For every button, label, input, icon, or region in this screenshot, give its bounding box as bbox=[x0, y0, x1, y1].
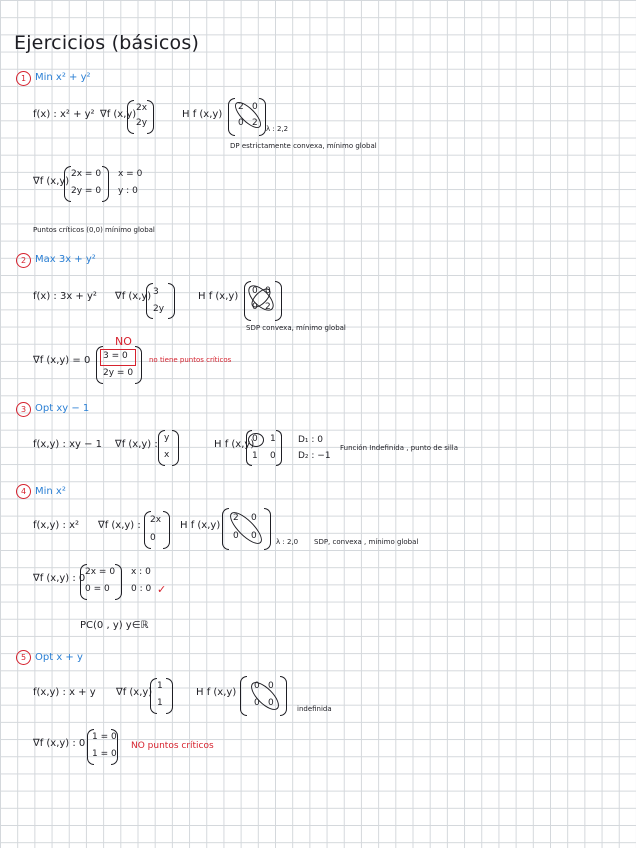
hessian-entry: 2 bbox=[233, 513, 239, 523]
exercise-number: 5 bbox=[16, 650, 31, 665]
hessian-label: H f (x,y) bbox=[196, 687, 237, 698]
gradient-entry: x bbox=[164, 450, 170, 460]
function-def: f(x,y) : x² bbox=[33, 520, 79, 531]
classification: SDP, convexa , mínimo global bbox=[314, 538, 419, 546]
hessian-entry: 0 bbox=[251, 513, 257, 523]
hessian-entry: 0 bbox=[252, 102, 258, 112]
matrix-paren-left bbox=[222, 508, 229, 550]
gradient-label: ∇f (x,y) : bbox=[98, 520, 141, 531]
hessian-label: H f (x,y) bbox=[180, 520, 221, 531]
matrix-paren-right bbox=[163, 511, 170, 549]
solution: 0 : 0 bbox=[131, 584, 152, 594]
diagonal-circle bbox=[225, 507, 266, 548]
conclusion: no tiene puntos críticos bbox=[149, 356, 232, 364]
diagonal-circle bbox=[247, 678, 284, 715]
eigenvalues: λ : 2,2 bbox=[266, 125, 289, 133]
matrix-paren-left bbox=[240, 676, 247, 716]
conclusion: Puntos críticos (0,0) mínimo global bbox=[33, 226, 155, 234]
exercise-heading: Opt xy − 1 bbox=[35, 403, 90, 414]
function-def: f(x) : 3x + y² bbox=[33, 291, 97, 302]
matrix-paren-right bbox=[166, 678, 173, 714]
hessian-label: H f (x,y) bbox=[198, 291, 239, 302]
matrix-paren-left bbox=[146, 283, 153, 319]
gradient-entry: 2x bbox=[150, 515, 162, 525]
critical-points: PC(0 , y) y∈ℝ bbox=[80, 620, 149, 631]
matrix-paren-right bbox=[102, 166, 109, 202]
hessian-entry: 2 bbox=[238, 102, 244, 112]
equation: 1 = 0 bbox=[92, 749, 117, 759]
matrix-paren-right bbox=[275, 281, 282, 321]
gradient-label: ∇f (x,y) bbox=[100, 109, 137, 120]
classification: indefinida bbox=[297, 705, 332, 713]
no-mark: NO bbox=[115, 335, 132, 348]
hessian-entry: 0 bbox=[252, 302, 258, 312]
matrix-paren-right bbox=[111, 729, 118, 765]
hessian-entry: 0 bbox=[254, 698, 260, 708]
gradient-entry: 1 bbox=[157, 681, 163, 691]
gradient-entry: 2x bbox=[136, 103, 148, 113]
equation: 3 = 0 bbox=[103, 351, 128, 361]
gradient-label: ∇f (x,y) : bbox=[115, 439, 158, 450]
hessian-entry: 0 bbox=[252, 434, 258, 444]
check-icon: ✓ bbox=[157, 583, 167, 596]
classification: DP estrictamente convexa, mínimo global bbox=[230, 142, 377, 150]
matrix-paren-right bbox=[280, 676, 287, 716]
exercise-number: 3 bbox=[16, 402, 31, 417]
equation: 2x = 0 bbox=[71, 169, 102, 179]
gradient-entry: 2y bbox=[136, 118, 148, 128]
function-def: f(x,y) : x + y bbox=[33, 687, 96, 698]
exercise-number: 1 bbox=[16, 71, 31, 86]
function-def: f(x,y) : xy − 1 bbox=[33, 439, 102, 450]
solution: y : 0 bbox=[118, 186, 138, 196]
minor: D₁ : 0 bbox=[298, 435, 324, 445]
hessian-entry: 2 bbox=[265, 302, 271, 312]
matrix-paren-left bbox=[127, 100, 134, 134]
exercise-number: 4 bbox=[16, 484, 31, 499]
classification: Función Indefinida , punto de silla bbox=[340, 444, 459, 452]
hessian-entry: 0 bbox=[252, 286, 258, 296]
exercise-heading: Min x² + y² bbox=[35, 72, 91, 83]
hessian-entry: 0 bbox=[251, 531, 257, 541]
matrix-paren-right bbox=[172, 430, 179, 466]
system-label: ∇f (x,y) bbox=[33, 176, 70, 187]
exercise-number: 2 bbox=[16, 253, 31, 268]
system-label: ∇f (x,y) : 0 bbox=[33, 573, 86, 584]
hessian-entry: 0 bbox=[270, 451, 276, 461]
eigenvalues: λ : 2,0 bbox=[276, 538, 299, 546]
solution: x : 0 bbox=[131, 567, 151, 577]
matrix-paren-right bbox=[276, 430, 282, 466]
hessian-entry: 0 bbox=[268, 698, 274, 708]
equation: 1 = 0 bbox=[92, 732, 117, 742]
equation: 0 = 0 bbox=[85, 584, 110, 594]
hessian-entry: 0 bbox=[265, 286, 271, 296]
hessian-label: H f (x,y) bbox=[182, 109, 223, 120]
matrix-paren-right bbox=[147, 100, 154, 134]
gradient-entry: y bbox=[164, 433, 170, 443]
gradient-entry: 0 bbox=[150, 533, 156, 543]
function-def: f(x) : x² + y² bbox=[33, 109, 95, 120]
hessian-label: H f (x,y) bbox=[214, 439, 255, 450]
hessian-entry: 2 bbox=[252, 118, 258, 128]
hessian-entry: 0 bbox=[254, 681, 260, 691]
gradient-entry: 1 bbox=[157, 698, 163, 708]
solution: x = 0 bbox=[118, 169, 143, 179]
matrix-paren-right bbox=[259, 98, 266, 136]
conclusion: NO puntos críticos bbox=[131, 741, 214, 751]
gradient-label: ∇f (x,y) bbox=[116, 687, 153, 698]
matrix-paren-right bbox=[135, 346, 142, 384]
gradient-entry: 2y bbox=[153, 304, 165, 314]
exercise-heading: Min x² bbox=[35, 486, 66, 497]
equation: 2y = 0 bbox=[71, 186, 102, 196]
matrix-paren-left bbox=[64, 166, 71, 202]
gradient-entry: 3 bbox=[153, 287, 159, 297]
hessian-entry: 0 bbox=[268, 681, 274, 691]
hessian-entry: 0 bbox=[233, 531, 239, 541]
system-label: ∇f (x,y) = 0 bbox=[33, 355, 91, 366]
matrix-paren-left bbox=[150, 678, 157, 714]
exercise-heading: Max 3x + y² bbox=[35, 254, 96, 265]
matrix-paren-right bbox=[264, 508, 271, 550]
page-title: Ejercicios (básicos) bbox=[14, 32, 200, 54]
matrix-paren-right bbox=[115, 564, 122, 600]
gradient-label: ∇f (x,y) bbox=[115, 291, 152, 302]
equation: 2x = 0 bbox=[85, 567, 116, 577]
classification: SDP convexa, mínimo global bbox=[246, 324, 346, 332]
hessian-entry: 1 bbox=[252, 451, 258, 461]
hessian-entry: 1 bbox=[270, 434, 276, 444]
system-label: ∇f (x,y) : 0 bbox=[33, 738, 86, 749]
matrix-paren-right bbox=[168, 283, 175, 319]
hessian-entry: 0 bbox=[238, 118, 244, 128]
equation: 2y = 0 bbox=[103, 368, 134, 378]
minor: D₂ : −1 bbox=[298, 451, 331, 461]
exercise-heading: Opt x + y bbox=[35, 652, 83, 663]
